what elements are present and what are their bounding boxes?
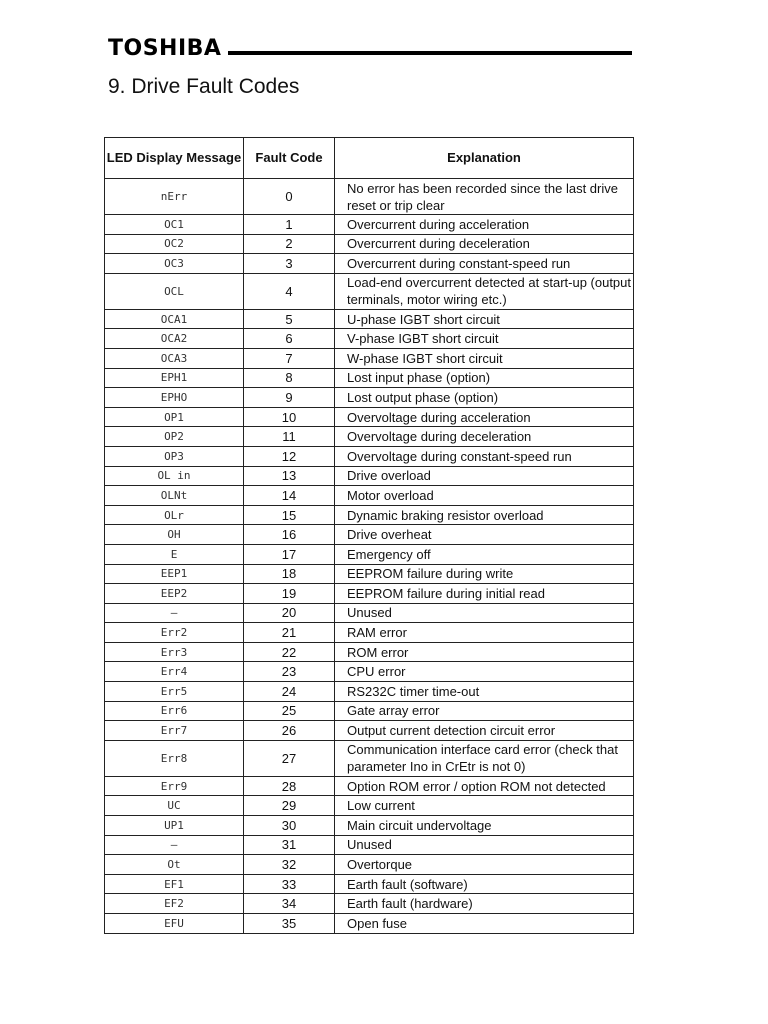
led-display-cell: OH [105, 525, 244, 545]
table-row [105, 505, 634, 525]
led-display-cell: Err2 [105, 623, 244, 643]
led-display-cell: OP3 [105, 446, 244, 466]
fault-code-cell: 7 [244, 348, 335, 368]
fault-code-cell: 32 [244, 855, 335, 875]
explanation-cell: EEPROM failure during initial read [335, 584, 634, 604]
table-row [105, 309, 634, 329]
explanation-cell: Motor overload [335, 486, 634, 506]
fault-code-cell: 14 [244, 486, 335, 506]
led-display-cell: OCL [105, 273, 244, 309]
table-row [105, 796, 634, 816]
led-display-cell: OC3 [105, 254, 244, 274]
explanation-cell: Option ROM error / option ROM not detected [335, 776, 634, 796]
fault-code-cell: 22 [244, 642, 335, 662]
led-display-cell: EPHO [105, 388, 244, 408]
explanation-cell: Communication interface card error (check that parameter Ino in CrEtr is not 0) [335, 740, 634, 776]
fault-code-cell: 33 [244, 874, 335, 894]
table-row [105, 584, 634, 604]
fault-code-cell: 3 [244, 254, 335, 274]
explanation-cell: Unused [335, 603, 634, 623]
table-row [105, 466, 634, 486]
explanation-cell: Overtorque [335, 855, 634, 875]
explanation-cell: Overcurrent during acceleration [335, 215, 634, 235]
led-display-cell: EF1 [105, 874, 244, 894]
led-display-cell: Err4 [105, 662, 244, 682]
fault-code-cell: 17 [244, 544, 335, 564]
explanation-cell: Overcurrent during deceleration [335, 234, 634, 254]
led-display-cell: Err6 [105, 701, 244, 721]
fault-code-cell: 8 [244, 368, 335, 388]
explanation-cell: Earth fault (hardware) [335, 894, 634, 914]
explanation-cell: Low current [335, 796, 634, 816]
table-row [105, 682, 634, 702]
explanation-cell: Unused [335, 835, 634, 855]
explanation-cell: Emergency off [335, 544, 634, 564]
led-display-cell: EPH1 [105, 368, 244, 388]
table-row [105, 446, 634, 466]
explanation-cell: Drive overheat [335, 525, 634, 545]
led-display-cell: — [105, 603, 244, 623]
explanation-cell: V-phase IGBT short circuit [335, 329, 634, 349]
table-row [105, 273, 634, 309]
led-display-cell: EEP1 [105, 564, 244, 584]
table-row [105, 254, 634, 274]
explanation-cell: Overvoltage during deceleration [335, 427, 634, 447]
fault-code-table [104, 137, 634, 934]
table-row [105, 348, 634, 368]
explanation-cell: Earth fault (software) [335, 874, 634, 894]
explanation-cell: Lost output phase (option) [335, 388, 634, 408]
led-display-cell: UC [105, 796, 244, 816]
table-row [105, 544, 634, 564]
led-display-cell: OCA3 [105, 348, 244, 368]
fault-code-cell: 23 [244, 662, 335, 682]
table-row [105, 740, 634, 776]
fault-code-cell: 27 [244, 740, 335, 776]
table-row [105, 642, 634, 662]
fault-code-cell: 29 [244, 796, 335, 816]
table-row [105, 914, 634, 934]
explanation-cell: Main circuit undervoltage [335, 816, 634, 836]
table-row [105, 623, 634, 643]
led-display-cell: OL in [105, 466, 244, 486]
fault-code-cell: 34 [244, 894, 335, 914]
led-display-cell: UP1 [105, 816, 244, 836]
fault-code-cell: 31 [244, 835, 335, 855]
led-display-cell: nErr [105, 179, 244, 215]
fault-code-cell: 9 [244, 388, 335, 408]
fault-code-cell: 10 [244, 407, 335, 427]
explanation-cell: U-phase IGBT short circuit [335, 309, 634, 329]
explanation-cell: Overcurrent during constant-speed run [335, 254, 634, 274]
table-row [105, 835, 634, 855]
explanation-cell: No error has been recorded since the last drive reset or trip clear [335, 179, 634, 215]
fault-code-cell: 25 [244, 701, 335, 721]
table-row [105, 179, 634, 215]
fault-code-cell: 28 [244, 776, 335, 796]
table-row [105, 388, 634, 408]
fault-code-cell: 18 [244, 564, 335, 584]
fault-code-cell: 0 [244, 179, 335, 215]
led-display-cell: OC1 [105, 215, 244, 235]
table-row [105, 874, 634, 894]
led-display-cell: OCA1 [105, 309, 244, 329]
table-row [105, 816, 634, 836]
explanation-cell: Dynamic braking resistor overload [335, 505, 634, 525]
table-header-row [105, 138, 634, 179]
explanation-cell: Drive overload [335, 466, 634, 486]
led-display-cell: OP2 [105, 427, 244, 447]
fault-code-cell: 30 [244, 816, 335, 836]
fault-code-cell: 35 [244, 914, 335, 934]
explanation-cell: EEPROM failure during write [335, 564, 634, 584]
table-row [105, 215, 634, 235]
fault-code-cell: 26 [244, 721, 335, 741]
led-display-cell: OLNt [105, 486, 244, 506]
led-display-cell: E [105, 544, 244, 564]
fault-code-cell: 11 [244, 427, 335, 447]
table-row [105, 776, 634, 796]
explanation-cell: CPU error [335, 662, 634, 682]
explanation-cell: Open fuse [335, 914, 634, 934]
explanation-cell: Load-end overcurrent detected at start-up (output terminals, motor wiring etc.) [335, 273, 634, 309]
led-display-cell: EFU [105, 914, 244, 934]
explanation-cell: Gate array error [335, 701, 634, 721]
table-row [105, 427, 634, 447]
led-display-cell: OC2 [105, 234, 244, 254]
explanation-cell: Overvoltage during acceleration [335, 407, 634, 427]
table-row [105, 407, 634, 427]
explanation-cell: W-phase IGBT short circuit [335, 348, 634, 368]
table-row [105, 721, 634, 741]
led-display-cell: Err5 [105, 682, 244, 702]
table-row [105, 329, 634, 349]
led-display-cell: Err8 [105, 740, 244, 776]
led-display-cell: OLr [105, 505, 244, 525]
table-row [105, 701, 634, 721]
fault-code-cell: 1 [244, 215, 335, 235]
table-row [105, 564, 634, 584]
explanation-cell: Output current detection circuit error [335, 721, 634, 741]
led-display-cell: Err3 [105, 642, 244, 662]
led-display-cell: — [105, 835, 244, 855]
fault-code-cell: 2 [244, 234, 335, 254]
column-header-code: Fault Code [244, 138, 335, 179]
fault-code-cell: 16 [244, 525, 335, 545]
fault-code-cell: 21 [244, 623, 335, 643]
led-display-cell: OCA2 [105, 329, 244, 349]
page-title: 9. Drive Fault Codes [108, 75, 300, 98]
brand-logo: TOSHIBA [108, 36, 222, 61]
led-display-cell: EEP2 [105, 584, 244, 604]
fault-code-cell: 15 [244, 505, 335, 525]
table-row [105, 662, 634, 682]
fault-code-cell: 5 [244, 309, 335, 329]
led-display-cell: Ot [105, 855, 244, 875]
fault-code-cell: 13 [244, 466, 335, 486]
table-row [105, 368, 634, 388]
explanation-cell: Overvoltage during constant-speed run [335, 446, 634, 466]
explanation-cell: RAM error [335, 623, 634, 643]
header-rule [228, 51, 632, 55]
explanation-cell: Lost input phase (option) [335, 368, 634, 388]
fault-code-cell: 4 [244, 273, 335, 309]
fault-code-cell: 12 [244, 446, 335, 466]
explanation-cell: ROM error [335, 642, 634, 662]
column-header-explanation: Explanation [335, 138, 634, 179]
led-display-cell: OP1 [105, 407, 244, 427]
fault-code-cell: 19 [244, 584, 335, 604]
explanation-cell: RS232C timer time-out [335, 682, 634, 702]
led-display-cell: Err7 [105, 721, 244, 741]
table-row [105, 603, 634, 623]
table-row [105, 486, 634, 506]
column-header-led: LED Display Message [105, 138, 244, 179]
fault-code-cell: 6 [244, 329, 335, 349]
table-row [105, 525, 634, 545]
fault-code-cell: 24 [244, 682, 335, 702]
fault-code-cell: 20 [244, 603, 335, 623]
led-display-cell: EF2 [105, 894, 244, 914]
table-row [105, 894, 634, 914]
table-row [105, 234, 634, 254]
table-row [105, 855, 634, 875]
led-display-cell: Err9 [105, 776, 244, 796]
